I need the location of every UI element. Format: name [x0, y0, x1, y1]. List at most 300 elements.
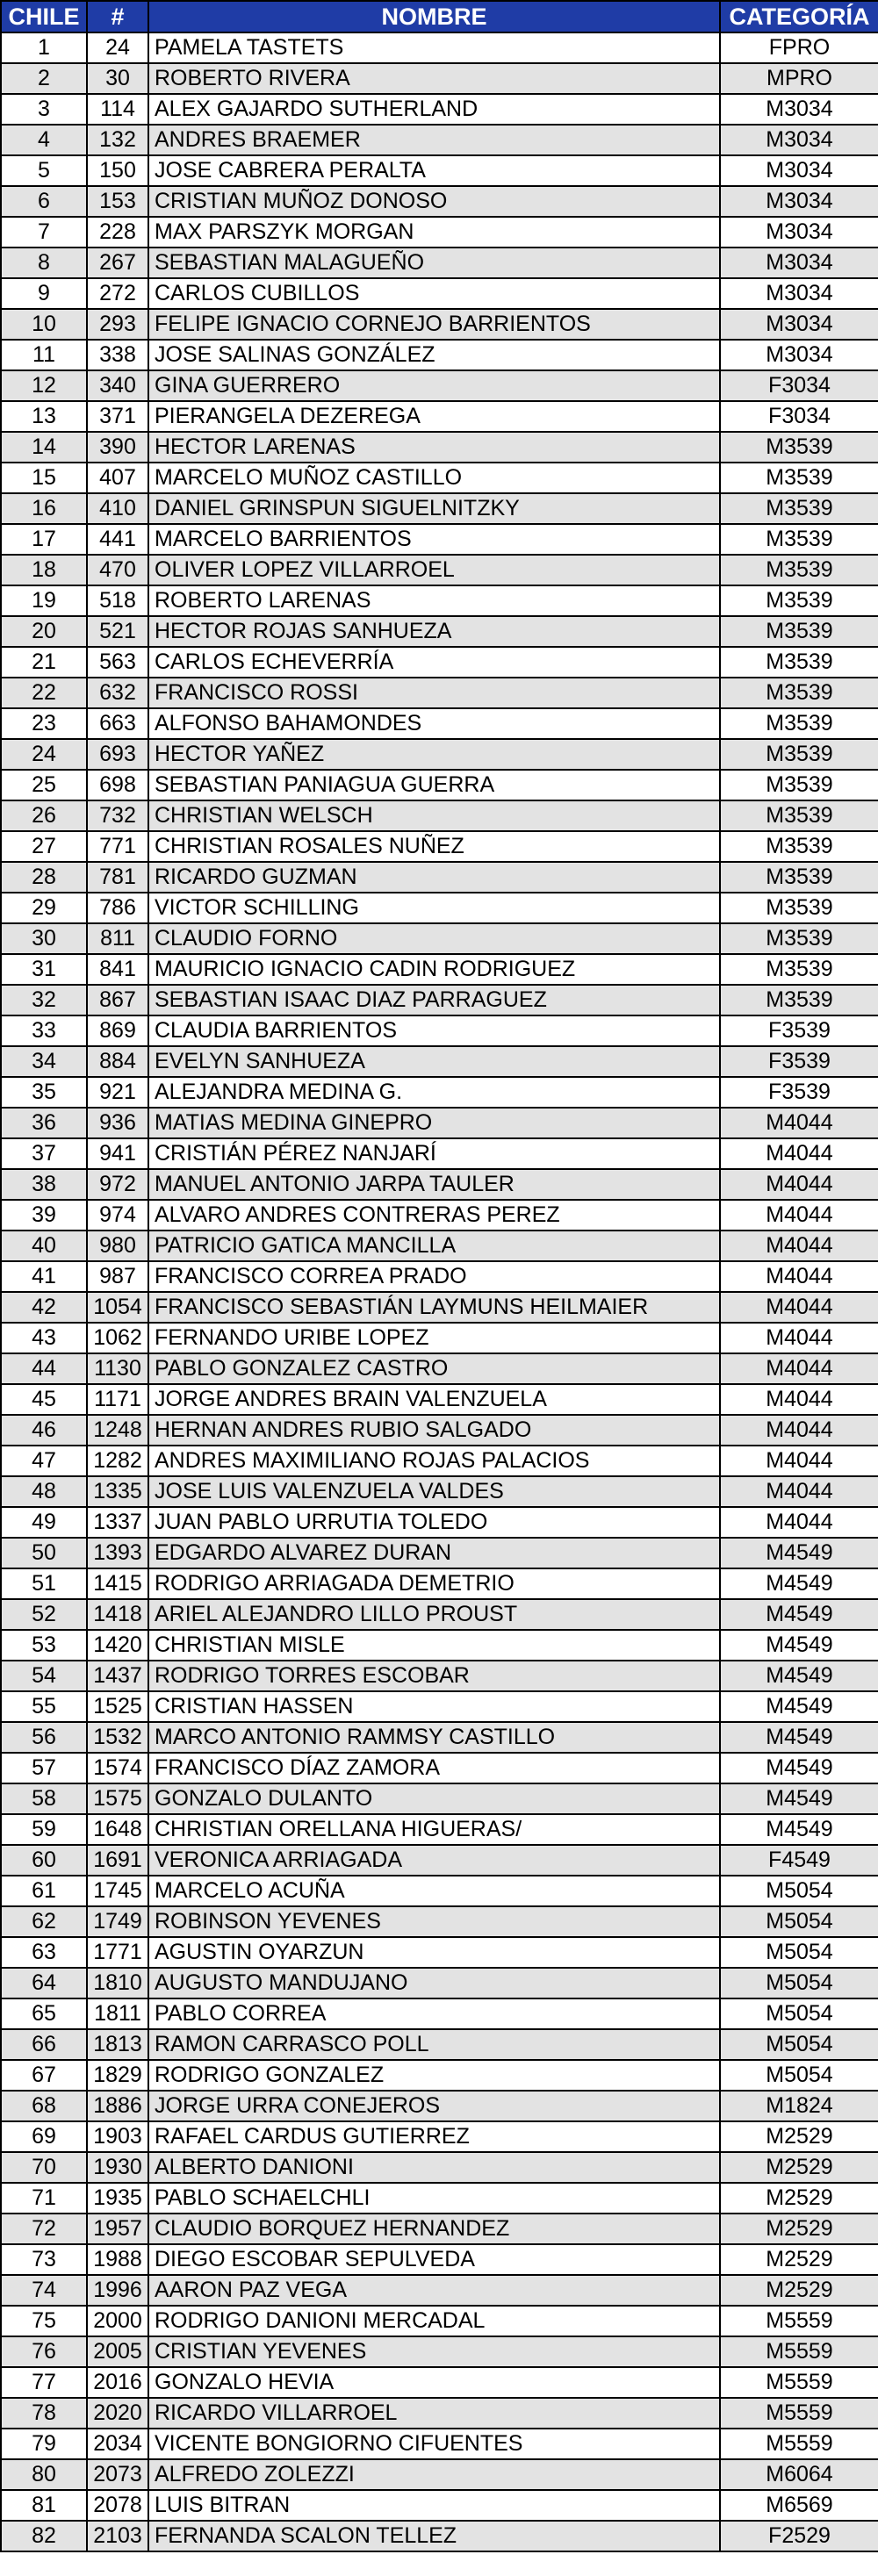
table-row: [1, 1231, 878, 1261]
cell-category: M3539: [720, 463, 878, 493]
table-row: [1, 708, 878, 739]
cell-rank: 13: [1, 401, 87, 432]
cell-category: M5559: [720, 2336, 878, 2367]
cell-name: MATIAS MEDINA GINEPRO: [148, 1108, 720, 1138]
cell-rank: 42: [1, 1292, 87, 1323]
table-row: [1, 186, 878, 217]
table-row: [1, 1937, 878, 1968]
cell-bib: 1062: [87, 1323, 148, 1353]
cell-name: MAX PARSZYK MORGAN: [148, 217, 720, 248]
cell-rank: 80: [1, 2459, 87, 2490]
cell-name: AARON PAZ VEGA: [148, 2275, 720, 2306]
table-row: [1, 155, 878, 186]
cell-rank: 3: [1, 94, 87, 125]
cell-rank: 20: [1, 616, 87, 647]
cell-category: F3539: [720, 1015, 878, 1046]
cell-category: FPRO: [720, 32, 878, 63]
table-row: [1, 94, 878, 125]
cell-rank: 63: [1, 1937, 87, 1968]
cell-bib: 1420: [87, 1630, 148, 1661]
header-rank: CHILE: [1, 1, 87, 32]
cell-name: RODRIGO TORRES ESCOBAR: [148, 1661, 720, 1691]
table-row: [1, 125, 878, 155]
cell-name: CHRISTIAN WELSCH: [148, 800, 720, 831]
cell-bib: 1691: [87, 1845, 148, 1876]
cell-bib: 1745: [87, 1876, 148, 1906]
cell-category: M3034: [720, 125, 878, 155]
cell-name: LUIS BITRAN: [148, 2490, 720, 2521]
cell-category: M2529: [720, 2152, 878, 2183]
cell-name: RAFAEL CARDUS GUTIERREZ: [148, 2121, 720, 2152]
cell-rank: 45: [1, 1384, 87, 1415]
cell-bib: 2016: [87, 2367, 148, 2398]
cell-category: M3034: [720, 94, 878, 125]
cell-rank: 66: [1, 2029, 87, 2060]
cell-rank: 73: [1, 2244, 87, 2275]
cell-bib: 338: [87, 340, 148, 370]
cell-bib: 1575: [87, 1783, 148, 1814]
table-row: [1, 217, 878, 248]
cell-bib: 987: [87, 1261, 148, 1292]
cell-rank: 50: [1, 1538, 87, 1568]
cell-bib: 390: [87, 432, 148, 463]
cell-name: JUAN PABLO URRUTIA TOLEDO: [148, 1507, 720, 1538]
cell-category: M3539: [720, 555, 878, 585]
cell-category: M4549: [720, 1783, 878, 1814]
cell-name: RODRIGO DANIONI MERCADAL: [148, 2306, 720, 2336]
cell-bib: 1810: [87, 1968, 148, 1998]
cell-rank: 61: [1, 1876, 87, 1906]
cell-name: CRISTIAN YEVENES: [148, 2336, 720, 2367]
table-row: [1, 800, 878, 831]
cell-bib: 732: [87, 800, 148, 831]
cell-rank: 59: [1, 1814, 87, 1845]
cell-rank: 27: [1, 831, 87, 862]
cell-bib: 1337: [87, 1507, 148, 1538]
cell-bib: 2034: [87, 2429, 148, 2459]
cell-category: M4549: [720, 1599, 878, 1630]
table-row: [1, 954, 878, 985]
cell-rank: 28: [1, 862, 87, 893]
cell-bib: 2020: [87, 2398, 148, 2429]
cell-category: F4549: [720, 1845, 878, 1876]
cell-rank: 38: [1, 1169, 87, 1200]
cell-name: SEBASTIAN PANIAGUA GUERRA: [148, 770, 720, 800]
cell-name: MARCO ANTONIO RAMMSY CASTILLO: [148, 1722, 720, 1753]
cell-bib: 698: [87, 770, 148, 800]
cell-rank: 57: [1, 1753, 87, 1783]
cell-category: M2529: [720, 2183, 878, 2214]
cell-rank: 41: [1, 1261, 87, 1292]
cell-name: ALBERTO DANIONI: [148, 2152, 720, 2183]
cell-name: ROBINSON YEVENES: [148, 1906, 720, 1937]
table-row: [1, 370, 878, 401]
table-row: [1, 2152, 878, 2183]
cell-category: M4044: [720, 1200, 878, 1231]
cell-bib: 1771: [87, 1937, 148, 1968]
cell-name: AGUSTIN OYARZUN: [148, 1937, 720, 1968]
cell-rank: 54: [1, 1661, 87, 1691]
cell-name: ANDRES BRAEMER: [148, 125, 720, 155]
cell-bib: 1829: [87, 2060, 148, 2091]
cell-rank: 11: [1, 340, 87, 370]
header-bib: #: [87, 1, 148, 32]
cell-category: M3034: [720, 155, 878, 186]
cell-name: CLAUDIA BARRIENTOS: [148, 1015, 720, 1046]
cell-category: M4549: [720, 1722, 878, 1753]
cell-name: CRISTIÁN PÉREZ NANJARÍ: [148, 1138, 720, 1169]
cell-rank: 49: [1, 1507, 87, 1538]
cell-name: MANUEL ANTONIO JARPA TAULER: [148, 1169, 720, 1200]
cell-bib: 267: [87, 248, 148, 278]
cell-bib: 980: [87, 1231, 148, 1261]
table-row: [1, 1968, 878, 1998]
table-row: [1, 1015, 878, 1046]
cell-rank: 35: [1, 1077, 87, 1108]
cell-bib: 941: [87, 1138, 148, 1169]
cell-category: M3539: [720, 831, 878, 862]
cell-category: M5559: [720, 2306, 878, 2336]
cell-rank: 53: [1, 1630, 87, 1661]
cell-name: CHRISTIAN ROSALES NUÑEZ: [148, 831, 720, 862]
cell-category: M4549: [720, 1661, 878, 1691]
cell-category: M5054: [720, 1876, 878, 1906]
table-row: [1, 616, 878, 647]
cell-bib: 1957: [87, 2214, 148, 2244]
cell-bib: 1749: [87, 1906, 148, 1937]
cell-rank: 79: [1, 2429, 87, 2459]
cell-rank: 47: [1, 1446, 87, 1476]
cell-bib: 2103: [87, 2521, 148, 2551]
cell-rank: 74: [1, 2275, 87, 2306]
cell-category: M6569: [720, 2490, 878, 2521]
cell-bib: 1811: [87, 1998, 148, 2029]
cell-name: CHRISTIAN ORELLANA HIGUERAS/: [148, 1814, 720, 1845]
cell-rank: 6: [1, 186, 87, 217]
cell-name: HECTOR ROJAS SANHUEZA: [148, 616, 720, 647]
cell-name: JOSE CABRERA PERALTA: [148, 155, 720, 186]
cell-bib: 867: [87, 985, 148, 1015]
table-row: [1, 2121, 878, 2152]
cell-name: GONZALO DULANTO: [148, 1783, 720, 1814]
table-row: [1, 2521, 878, 2551]
cell-category: M4044: [720, 1231, 878, 1261]
cell-name: GONZALO HEVIA: [148, 2367, 720, 2398]
cell-name: DANIEL GRINSPUN SIGUELNITZKY: [148, 493, 720, 524]
cell-category: M3539: [720, 493, 878, 524]
cell-name: VICTOR SCHILLING: [148, 893, 720, 923]
cell-category: M4044: [720, 1323, 878, 1353]
cell-name: ALEX GAJARDO SUTHERLAND: [148, 94, 720, 125]
cell-name: CRISTIAN MUÑOZ DONOSO: [148, 186, 720, 217]
table-row: [1, 831, 878, 862]
cell-rank: 76: [1, 2336, 87, 2367]
cell-bib: 781: [87, 862, 148, 893]
cell-category: M1824: [720, 2091, 878, 2121]
table-row: [1, 278, 878, 309]
cell-bib: 632: [87, 678, 148, 708]
cell-bib: 884: [87, 1046, 148, 1077]
cell-category: M4044: [720, 1169, 878, 1200]
cell-rank: 34: [1, 1046, 87, 1077]
cell-category: M5559: [720, 2429, 878, 2459]
cell-name: JORGE URRA CONEJEROS: [148, 2091, 720, 2121]
cell-category: M2529: [720, 2214, 878, 2244]
cell-bib: 521: [87, 616, 148, 647]
table-row: [1, 1138, 878, 1169]
cell-bib: 1248: [87, 1415, 148, 1446]
cell-category: M3539: [720, 432, 878, 463]
cell-rank: 44: [1, 1353, 87, 1384]
table-row: [1, 1845, 878, 1876]
cell-name: RODRIGO ARRIAGADA DEMETRIO: [148, 1568, 720, 1599]
cell-category: M5559: [720, 2367, 878, 2398]
cell-bib: 869: [87, 1015, 148, 1046]
cell-category: F3034: [720, 401, 878, 432]
cell-bib: 972: [87, 1169, 148, 1200]
cell-bib: 1813: [87, 2029, 148, 2060]
cell-rank: 8: [1, 248, 87, 278]
cell-bib: 1988: [87, 2244, 148, 2275]
cell-rank: 77: [1, 2367, 87, 2398]
cell-name: JOSE LUIS VALENZUELA VALDES: [148, 1476, 720, 1507]
cell-category: M4549: [720, 1814, 878, 1845]
cell-bib: 1886: [87, 2091, 148, 2121]
cell-bib: 293: [87, 309, 148, 340]
cell-name: FRANCISCO CORREA PRADO: [148, 1261, 720, 1292]
header-row: [1, 1, 878, 32]
cell-name: GINA GUERRERO: [148, 370, 720, 401]
table-row: [1, 1783, 878, 1814]
cell-rank: 23: [1, 708, 87, 739]
cell-name: HERNAN ANDRES RUBIO SALGADO: [148, 1415, 720, 1446]
cell-category: M4044: [720, 1476, 878, 1507]
cell-category: M5054: [720, 2060, 878, 2091]
cell-bib: 1393: [87, 1538, 148, 1568]
cell-bib: 24: [87, 32, 148, 63]
cell-name: CLAUDIO BORQUEZ HERNANDEZ: [148, 2214, 720, 2244]
cell-rank: 32: [1, 985, 87, 1015]
cell-rank: 64: [1, 1968, 87, 1998]
cell-rank: 55: [1, 1691, 87, 1722]
cell-name: EVELYN SANHUEZA: [148, 1046, 720, 1077]
cell-category: M3539: [720, 923, 878, 954]
table-row: [1, 1446, 878, 1476]
cell-name: OLIVER LOPEZ VILLARROEL: [148, 555, 720, 585]
cell-bib: 1930: [87, 2152, 148, 2183]
cell-category: M3034: [720, 309, 878, 340]
table-row: [1, 893, 878, 923]
cell-rank: 17: [1, 524, 87, 555]
cell-rank: 19: [1, 585, 87, 616]
cell-rank: 15: [1, 463, 87, 493]
cell-category: M4549: [720, 1568, 878, 1599]
table-row: [1, 862, 878, 893]
cell-rank: 36: [1, 1108, 87, 1138]
cell-rank: 12: [1, 370, 87, 401]
cell-category: M3539: [720, 678, 878, 708]
cell-name: ALFONSO BAHAMONDES: [148, 708, 720, 739]
cell-category: M4044: [720, 1446, 878, 1476]
cell-name: ALEJANDRA MEDINA G.: [148, 1077, 720, 1108]
table-row: [1, 1415, 878, 1446]
cell-bib: 921: [87, 1077, 148, 1108]
cell-rank: 26: [1, 800, 87, 831]
cell-category: M3539: [720, 708, 878, 739]
cell-name: MARCELO MUÑOZ CASTILLO: [148, 463, 720, 493]
cell-category: M4044: [720, 1261, 878, 1292]
table-row: [1, 2091, 878, 2121]
table-row: [1, 1169, 878, 1200]
cell-name: PIERANGELA DEZEREGA: [148, 401, 720, 432]
table-row: [1, 2459, 878, 2490]
cell-category: F2529: [720, 2521, 878, 2551]
cell-rank: 29: [1, 893, 87, 923]
cell-category: M4549: [720, 1630, 878, 1661]
cell-name: FERNANDA SCALON TELLEZ: [148, 2521, 720, 2551]
cell-category: M3539: [720, 954, 878, 985]
table-row: [1, 1998, 878, 2029]
table-row: [1, 678, 878, 708]
cell-bib: 693: [87, 739, 148, 770]
table-row: [1, 555, 878, 585]
table-row: [1, 2029, 878, 2060]
cell-bib: 2000: [87, 2306, 148, 2336]
cell-rank: 21: [1, 647, 87, 678]
cell-category: M4044: [720, 1108, 878, 1138]
cell-name: CLAUDIO FORNO: [148, 923, 720, 954]
table-row: [1, 2490, 878, 2521]
cell-rank: 75: [1, 2306, 87, 2336]
cell-name: HECTOR LARENAS: [148, 432, 720, 463]
cell-bib: 228: [87, 217, 148, 248]
cell-name: ALFREDO ZOLEZZI: [148, 2459, 720, 2490]
cell-name: EDGARDO ALVAREZ DURAN: [148, 1538, 720, 1568]
cell-rank: 69: [1, 2121, 87, 2152]
table-row: [1, 493, 878, 524]
cell-category: M5054: [720, 2029, 878, 2060]
cell-category: M6064: [720, 2459, 878, 2490]
cell-rank: 48: [1, 1476, 87, 1507]
cell-rank: 72: [1, 2214, 87, 2244]
cell-rank: 16: [1, 493, 87, 524]
cell-bib: 811: [87, 923, 148, 954]
cell-name: JORGE ANDRES BRAIN VALENZUELA: [148, 1384, 720, 1415]
table-row: [1, 2398, 878, 2429]
cell-bib: 1648: [87, 1814, 148, 1845]
cell-category: M3034: [720, 217, 878, 248]
cell-rank: 71: [1, 2183, 87, 2214]
cell-name: ROBERTO LARENAS: [148, 585, 720, 616]
table-row: [1, 2214, 878, 2244]
table-row: [1, 770, 878, 800]
table-row: [1, 1876, 878, 1906]
cell-category: M5559: [720, 2398, 878, 2429]
cell-rank: 4: [1, 125, 87, 155]
table-row: [1, 1661, 878, 1691]
cell-rank: 51: [1, 1568, 87, 1599]
cell-bib: 410: [87, 493, 148, 524]
cell-name: MAURICIO IGNACIO CADIN RODRIGUEZ: [148, 954, 720, 985]
cell-category: M3539: [720, 985, 878, 1015]
cell-category: M5054: [720, 1968, 878, 1998]
cell-rank: 60: [1, 1845, 87, 1876]
cell-bib: 1171: [87, 1384, 148, 1415]
table-row: [1, 1077, 878, 1108]
cell-rank: 9: [1, 278, 87, 309]
cell-rank: 30: [1, 923, 87, 954]
cell-category: MPRO: [720, 63, 878, 94]
table-row: [1, 1476, 878, 1507]
table-row: [1, 2183, 878, 2214]
cell-rank: 65: [1, 1998, 87, 2029]
table-header: [1, 1, 878, 32]
table-row: [1, 2060, 878, 2091]
table-row: [1, 2367, 878, 2398]
cell-rank: 67: [1, 2060, 87, 2091]
table-row: [1, 2336, 878, 2367]
cell-bib: 272: [87, 278, 148, 309]
table-row: [1, 1108, 878, 1138]
cell-bib: 974: [87, 1200, 148, 1231]
cell-rank: 70: [1, 2152, 87, 2183]
cell-name: RICARDO GUZMAN: [148, 862, 720, 893]
table-row: [1, 63, 878, 94]
cell-rank: 58: [1, 1783, 87, 1814]
cell-rank: 1: [1, 32, 87, 63]
cell-bib: 936: [87, 1108, 148, 1138]
table-row: [1, 248, 878, 278]
cell-rank: 7: [1, 217, 87, 248]
table-row: [1, 401, 878, 432]
cell-rank: 68: [1, 2091, 87, 2121]
cell-bib: 1935: [87, 2183, 148, 2214]
cell-name: PABLO SCHAELCHLI: [148, 2183, 720, 2214]
cell-category: M3034: [720, 340, 878, 370]
cell-name: ALVARO ANDRES CONTRERAS PEREZ: [148, 1200, 720, 1231]
table-row: [1, 1353, 878, 1384]
cell-rank: 62: [1, 1906, 87, 1937]
cell-rank: 18: [1, 555, 87, 585]
cell-name: VICENTE BONGIORNO CIFUENTES: [148, 2429, 720, 2459]
cell-bib: 407: [87, 463, 148, 493]
cell-bib: 841: [87, 954, 148, 985]
cell-category: M3539: [720, 862, 878, 893]
cell-bib: 1525: [87, 1691, 148, 1722]
cell-name: RICARDO VILLARROEL: [148, 2398, 720, 2429]
cell-name: PABLO CORREA: [148, 1998, 720, 2029]
table-row: [1, 463, 878, 493]
cell-rank: 25: [1, 770, 87, 800]
cell-rank: 33: [1, 1015, 87, 1046]
cell-category: M4044: [720, 1292, 878, 1323]
cell-category: M4044: [720, 1353, 878, 1384]
cell-name: MARCELO BARRIENTOS: [148, 524, 720, 555]
table-row: [1, 524, 878, 555]
cell-bib: 470: [87, 555, 148, 585]
cell-category: M4549: [720, 1691, 878, 1722]
table-row: [1, 1753, 878, 1783]
cell-category: M2529: [720, 2275, 878, 2306]
table-row: [1, 2244, 878, 2275]
cell-category: M3539: [720, 800, 878, 831]
cell-rank: 78: [1, 2398, 87, 2429]
cell-bib: 1282: [87, 1446, 148, 1476]
cell-rank: 10: [1, 309, 87, 340]
cell-rank: 2: [1, 63, 87, 94]
cell-name: ARIEL ALEJANDRO LILLO PROUST: [148, 1599, 720, 1630]
cell-category: M5054: [720, 1937, 878, 1968]
